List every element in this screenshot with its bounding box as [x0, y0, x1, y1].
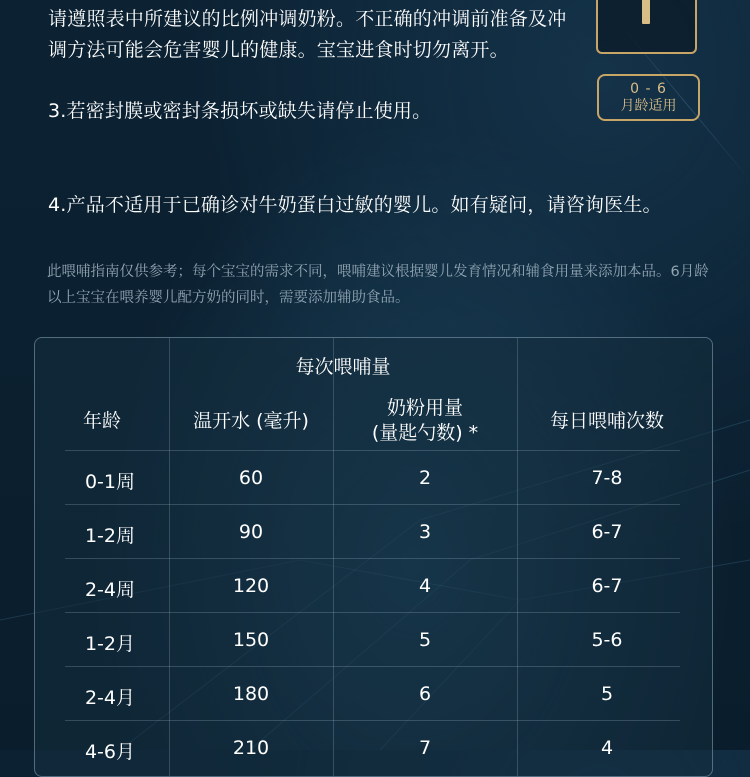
- cell-age: 4-6月: [84, 741, 136, 763]
- table-row-divider: [65, 720, 680, 721]
- cell-age: 0-1周: [84, 471, 136, 493]
- feeding-guide-note: 此喂哺指南仅供参考；每个宝宝的需求不同，喂哺建议根据婴儿发育情况和辅食用量来添加本品。6月龄以上宝宝在喂养婴儿配方奶的同时，需要添加辅助食品。: [47, 264, 709, 306]
- instruction-text-seal: 3.若密封膜或密封条损坏或缺失请停止使用。: [48, 100, 432, 122]
- cell-daily: 6-7: [591, 575, 623, 597]
- cell-daily: 6-7: [591, 521, 623, 543]
- cell-scoops: 5: [418, 629, 432, 651]
- cell-water: 120: [232, 575, 270, 597]
- cell-scoops: 7: [418, 737, 432, 759]
- cell-scoops: 6: [418, 683, 432, 705]
- instruction-text-preparation: 请遵照表中所建议的比例冲调奶粉。不正确的冲调前准备及冲调方法可能会危害婴儿的健康。宝宝进食时切勿离开。: [48, 8, 567, 61]
- cell-daily: 4: [600, 737, 614, 759]
- header-powder-line1: 奶粉用量: [386, 397, 463, 419]
- cell-water: 180: [232, 683, 270, 705]
- cell-scoops: 4: [418, 575, 432, 597]
- stage-number-box: [596, 0, 697, 54]
- cell-scoops: 3: [418, 521, 432, 543]
- header-powder: [333, 396, 517, 446]
- age-range: 0 - 6: [630, 81, 667, 97]
- cell-water: 210: [232, 737, 270, 759]
- cell-age: 1-2周: [84, 525, 136, 547]
- table-row-divider: [65, 612, 680, 613]
- cell-daily: 5-6: [591, 629, 623, 651]
- table-row-divider: [65, 504, 680, 505]
- stage-one-mark: [642, 0, 650, 24]
- header-age: 年龄: [82, 410, 121, 432]
- cell-daily: 5: [600, 683, 614, 705]
- cell-water: 60: [238, 467, 264, 489]
- cell-daily: 7-8: [591, 467, 623, 489]
- table-row-divider: [65, 450, 680, 451]
- cell-age: 2-4周: [84, 579, 136, 601]
- cell-age: 1-2月: [84, 633, 136, 655]
- cell-scoops: 2: [418, 467, 432, 489]
- header-water: 温开水 (毫升): [193, 410, 309, 432]
- instruction-text-allergy: 4.产品不适用于已确诊对牛奶蛋白过敏的婴儿。如有疑问，请咨询医生。: [48, 194, 662, 216]
- cell-water: 90: [238, 521, 264, 543]
- header-powder-line2: (量匙勺数) *: [371, 422, 479, 444]
- table-row-divider: [65, 558, 680, 559]
- age-badge: [597, 74, 700, 121]
- table-row-divider: [65, 666, 680, 667]
- feeding-table: [34, 337, 713, 777]
- table-group-header: 每次喂哺量: [295, 356, 391, 378]
- age-label: 月龄适用: [620, 98, 677, 114]
- cell-age: 2-4月: [84, 687, 136, 709]
- header-daily-feeds: 每日喂哺次数: [549, 410, 664, 432]
- cell-water: 150: [232, 629, 270, 651]
